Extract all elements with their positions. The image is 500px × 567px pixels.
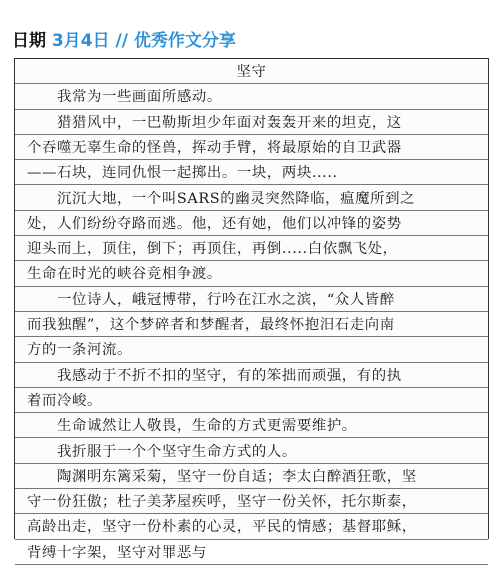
essay-line: 而我独醒”，这个梦碎者和梦醒者，最终怀抱汨石走向南: [15, 312, 488, 337]
essay-line: ——石块，连同仇恨一起掷出。一块，两块.....: [15, 160, 488, 185]
essay-line: 生命诚然让人敬畏，生命的方式更需要维护。: [15, 413, 488, 438]
essay-line: 我感动于不折不扣的坚守，有的笨拙而顽强，有的执: [15, 363, 488, 388]
essay-line: 个吞噬无辜生命的怪兽，挥动手臂，将最原始的自卫武器: [15, 135, 488, 160]
essay-line: 迎头而上，顶住，倒下；再顶住，再倒.....白依飘飞处，: [15, 236, 488, 261]
page-header: [12, 30, 236, 52]
essay-line: 处，人们纷纷夺路而逃。他，还有她，他们以冲锋的姿势: [15, 211, 488, 236]
date-separator: //: [115, 31, 128, 51]
essay-line: 一位诗人，峨冠博带，行吟在江水之滨，“众人皆醉: [15, 287, 488, 312]
category-label: 优秀作文分享: [133, 31, 236, 51]
essay-line: 方的一条河流。: [15, 337, 488, 362]
date-value: 3月4日: [51, 31, 110, 51]
essay-line: 我折服于一个个坚守生命方式的人。: [15, 439, 488, 464]
essay-title: 坚守: [15, 59, 488, 84]
essay-line: 生命在时光的峡谷竞相争渡。: [15, 261, 488, 286]
essay-line: 沉沉大地，一个叫SARS的幽灵突然降临，瘟魔所到之: [15, 186, 488, 211]
essay-line: 高龄出走，坚守一份朴素的心灵，平民的情感；基督耶稣，: [15, 514, 488, 539]
date-label: 日期: [12, 31, 46, 51]
essay-line: 背缚十字架，坚守对罪恶与: [15, 540, 488, 565]
lined-paper: [14, 58, 489, 561]
essay-line: 猎猎风中，一巴勒斯坦少年面对轰轰开来的坦克，这: [15, 110, 488, 135]
essay-line: 着而冷峻。: [15, 388, 488, 413]
essay-line: 陶渊明东篱采菊，坚守一份自适；李太白醉酒狂歌，坚: [15, 464, 488, 489]
essay-line: 我常为一些画面所感动。: [15, 84, 488, 109]
essay-line: 守一份狂傲；杜子美茅屋疾呼，坚守一份关怀，托尔斯泰，: [15, 489, 488, 514]
